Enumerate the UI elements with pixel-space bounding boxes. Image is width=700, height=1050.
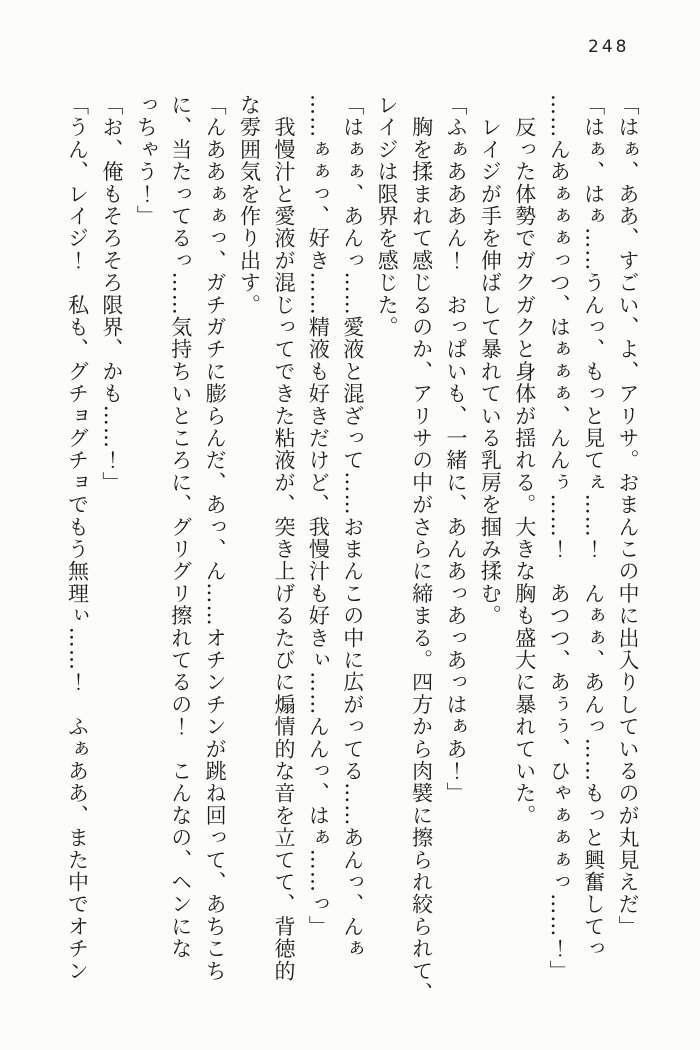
text-line: 「はぁ、はぁ……うんっ、もっと見てぇ……！ んぁぁ、あんっ……もっと興奮してっ	[581, 94, 606, 960]
text-line: 「はぁぁ、あんっ……愛液と混ざって……おまんこの中に広がってる……あんっ、んぁ	[340, 94, 365, 960]
text-line: 「お、俺もそろそろ限界、かも……！」	[99, 94, 124, 494]
text-line: ……ぁぁっ、好き……精液も好きだけど、我慢汁も好きぃ……んんっ、はぁ……っ」	[306, 94, 331, 938]
text-line: 「はぁ、ああ、すごい、よ、アリサ。おまんこの中に出入りしているのが丸見えだ」	[616, 94, 640, 938]
text-line: な雰囲気を作り出す。	[237, 94, 262, 316]
text-area	[59, 94, 645, 1019]
text-line: に、当たってるっ……気持ちいところに、グリグリ擦れてるの！ こんなの、ヘンにな	[168, 94, 193, 960]
text-line: 我慢汁と愛液が混じってできた粘液が、突き上げるたびに煽情的な音を立てて、背徳的	[271, 94, 296, 982]
text-line: っちゃう！」	[134, 94, 159, 228]
page-number: 248	[588, 37, 630, 57]
text-line: レイジは限界を感じた。	[375, 94, 400, 339]
text-line: 「うん、レイジ！ 私も、グチョグチョでもう無理ぃ……！ ふぁああ、また中でオチン	[65, 94, 90, 982]
text-line: レイジが手を伸ばして暴れている乳房を掴み揉む。	[478, 94, 503, 627]
text-line: ……んあぁぁぁっつ、はぁぁぁ、んんぅ……！ あつつ、あぅぅ、ひゃぁぁぁっ……！」	[547, 94, 572, 982]
text-line: 反った体勢でガクガクと身体が揺れる。大きな胸も盛大に暴れていた。	[512, 94, 537, 827]
text-line: 「んああぁぁっ、ガチガチに膨らんだ、あっ、ん……オチンチンが跳ね回って、あちこち	[203, 94, 228, 982]
text-line: 胸を揉まれて感じるのか、アリサの中がさらに締まる。四方から肉襞に擦られ絞られて、	[409, 94, 434, 1005]
text-line: 「ふぁあああん！ おっぱいも、一緒に、あんあっあっあっはぁあ！」	[443, 94, 468, 805]
